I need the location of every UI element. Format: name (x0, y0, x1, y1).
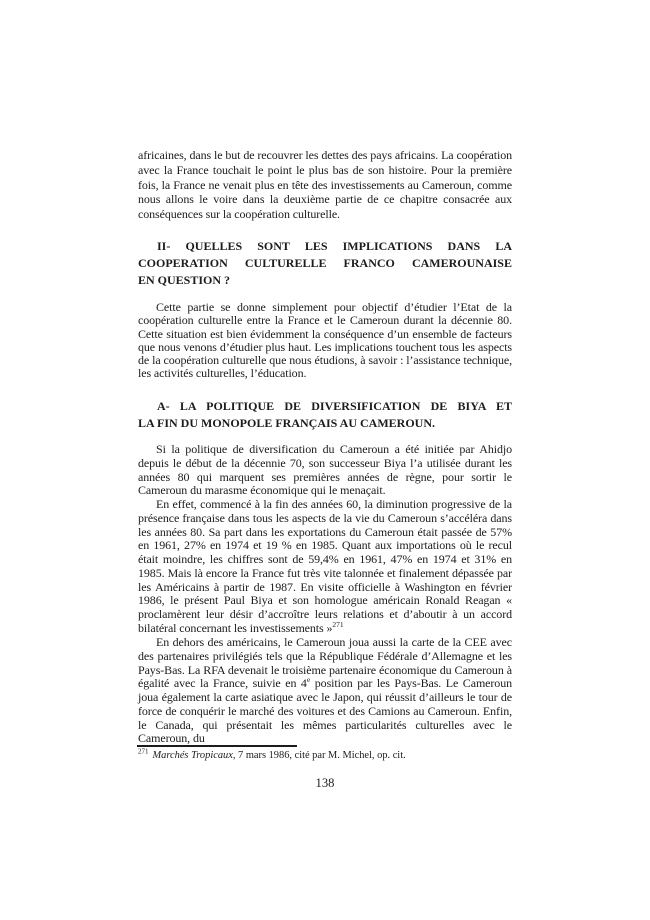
page-number: 138 (315, 776, 335, 790)
footnote-number: 271 (138, 747, 149, 756)
heading-ii-line-1: II- QUELLES SONT LES IMPLICATIONS DANS LA (157, 239, 512, 253)
heading-a-line-1: A- LA POLITIQUE DE DIVERSIFICATION DE BIYA ET (157, 399, 512, 413)
paragraph-objectif: Cette partie se donne simplement pour objectif d’étudier l’Etat de la coopération culturelle entre la France et le Cameroun durant la décennie 80. Cette situation est bien évidemment la conséquence d’un ensemble de facteurs que nous venons d’étudier plus haut. Les implications touchent tous les aspects de la coopération culturelle que nous étudions, à savoir : l’assistance technique, les activités culturelles, l’éducation. (138, 300, 512, 381)
footnote (138, 749, 512, 762)
footnote-reference-marker: 271 (332, 619, 344, 629)
paragraph-en-dehors-part1: En dehors des américains, le Cameroun joua aussi la carte de la CEE avec des partenaires privilégiés tels que la République Fédérale d’Allemagne et les Pays-Bas. La RFA devenait le troisième partenaire économique du Cameroun à égalité avec la France, suivie en 4 (138, 635, 512, 691)
ordinal-superscript: e (306, 675, 311, 685)
paragraph-intro: africaines, dans le but de recouvrer les dettes des pays africains. La coopération avec la France touchait le point le plus bas de son histoire. Pour la première fois, la France ne venait plus en tête des investissements au Cameroun, comme nous allons le voire dans la deuxième partie de ce chapitre consacrée aux conséquences sur la coopération culturelle. (138, 148, 512, 222)
heading-ii-line-2: COOPERATION CULTURELLE FRANCO CAMEROUNAISE (138, 256, 512, 270)
footnote-separator-rule (137, 745, 297, 747)
heading-a-line-2: LA FIN DU MONOPOLE FRANÇAIS AU CAMEROUN. (138, 416, 436, 430)
heading-ii-line-3: EN QUESTION ? (138, 273, 231, 287)
heading-section-ii (138, 238, 512, 289)
footnote-source-title: Marchés Tropicaux (152, 750, 233, 761)
paragraph-en-dehors-part2: position par les Pays-Bas. Le Cameroun joua également la carte asiatique avec le Japon, qui réussit d’ailleurs le tour de force de conquérir le marché des voitures et des Camions au Cameroun. Enfin, le Canada, qui présentait les mêmes particularités culturelles avec le Cameroun, du (138, 676, 512, 746)
paragraph-en-effet-text: En effet, commencé à la fin des années 60, la diminution progressive de la présence française dans tous les aspects de la vie du Cameroun s’accéléra dans les années 80. Sa part dans les exportations du Cameroun était passée de 57% en 1961, 27% en 1974 et 19 % en 1985. Quant aux importations où le recul était moindre, les chiffres sont de 59,4% en 1961, 47% en 1974 et 31% en 1985. Mais là encore la France fut très vite talonnée et finalement dépassée par les Américains à partir de 1987. En visite officielle à Washington en février 1986, le présent Paul Biya et son homologue américain Ronald Reagan « proclamèrent leur désir d’accroître leurs relations et d’aboutir à un accord bilatéral concernant les investissements » (138, 497, 512, 635)
paragraph-en-effet (138, 498, 512, 636)
paragraph-en-dehors (138, 636, 512, 746)
heading-section-a (138, 398, 512, 432)
footnote-detail: , 7 mars 1986, cité par M. Michel, op. cit. (232, 750, 406, 761)
paragraph-diversification: Si la politique de diversification du Cameroun a été initiée par Ahidjo depuis le début de la décennie 70, son successeur Biya l’a utilisée durant les années 80 qui marquent ses premières années de règne, pour sortir le Cameroun du marasme économique qui le menaçait. (138, 442, 512, 498)
